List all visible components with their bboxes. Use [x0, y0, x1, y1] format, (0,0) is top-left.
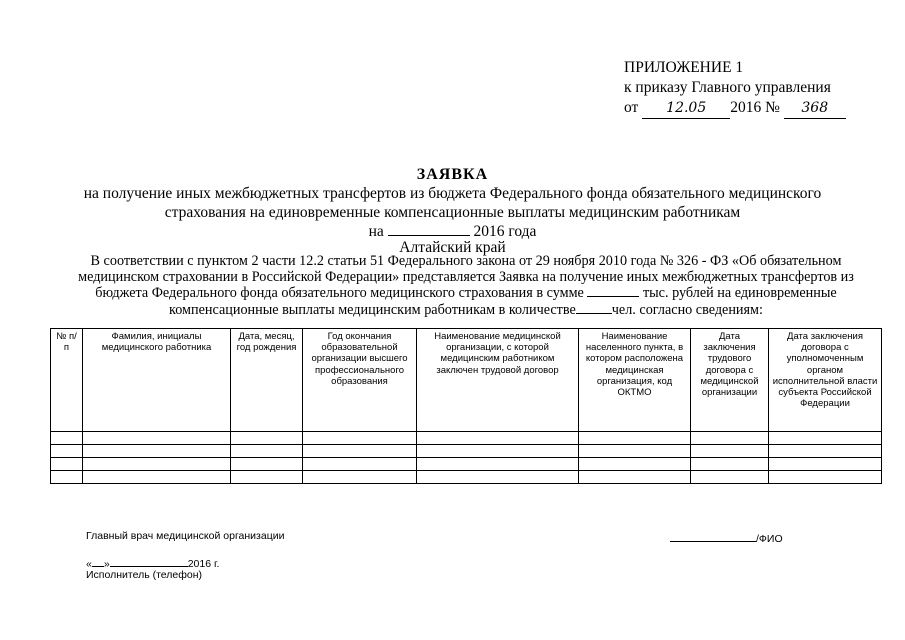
col-header-organization: Наименование медицинской организации, с которой медицинским работником заключен трудовой договор [417, 329, 579, 432]
col-header-locality: Наименование населенного пункта, в котором расположена медицинская организация, код ОКТМО [579, 329, 691, 432]
day-blank-field [92, 555, 104, 567]
appendix-date-prefix: от [624, 99, 639, 116]
paragraph-part-2: тыс. рублей на единовременные компенсационные выплаты медицинским работникам в количестве [169, 285, 837, 318]
sum-blank-field [587, 285, 639, 297]
col-header-graduation-year: Год окончания образовательной организации высшего профессионального образования [303, 329, 417, 432]
table-row [51, 471, 882, 484]
paragraph-part-3: чел. согласно сведениям: [611, 301, 763, 318]
request-paragraph [60, 254, 872, 318]
month-blank-field [110, 555, 188, 567]
date-quote-open: « [86, 558, 92, 570]
date-line [86, 555, 219, 570]
header-line-1: на получение иных межбюджетных трансфертов из бюджета Федерального фонда обязательного медицинского [83, 185, 822, 202]
appendix-order-line: к приказу Главного управления [624, 79, 831, 96]
chief-doctor-label: Главный врач медицинской организации [86, 530, 285, 542]
col-header-birthdate: Дата, месяц, год рождения [231, 329, 303, 432]
year-suffix: 2016 года [473, 223, 537, 240]
appendix-title: ПРИЛОЖЕНИЕ 1 [624, 59, 744, 76]
signature-line [670, 530, 783, 545]
region-name: Алтайский край [399, 239, 506, 256]
table-header-row [51, 329, 882, 432]
table-row [51, 458, 882, 471]
table-row [51, 432, 882, 445]
signature-blank-field [670, 530, 756, 542]
appendix-year-number: 2016 № [730, 99, 780, 116]
date-quote-close: » [103, 558, 110, 570]
workers-table [50, 328, 882, 484]
header-line-2: страхования на единовременные компенсационные выплаты медицинским работникам [164, 204, 741, 221]
year-prefix: на [368, 223, 384, 240]
appendix-date-line [624, 98, 846, 119]
year-blank-field [388, 224, 470, 236]
col-header-name: Фамилия, инициалы медицинского работника [83, 329, 231, 432]
fio-label: /ФИО [756, 533, 783, 545]
appendix-block [624, 58, 846, 119]
col-header-number: № п/п [51, 329, 83, 432]
count-blank-field [576, 302, 612, 314]
executor-label: Исполнитель (телефон) [86, 569, 202, 581]
handwritten-order-number: 368 [784, 98, 846, 119]
handwritten-date: 12.05 [642, 98, 730, 119]
col-header-contract-date: Дата заключения трудового договора с медицинской организации [691, 329, 769, 432]
table-row [51, 445, 882, 458]
paragraph-part-1: В соответствии с пунктом 2 части 12.2 статьи 51 Федерального закона от 29 ноября 2010 года № 326 - ФЗ «Об обязательном медицинском страховании в Российской Федерации» представляется Заявка на получение иных межбюджетных трансфертов из бюджета Федерального фонда обязательного медицинского страхования в сумме [78, 253, 854, 301]
document-title: ЗАЯВКА [416, 166, 489, 183]
col-header-authority-contract-date: Дата заключения договора с уполномоченным органом исполнительной власти субъекта Российской Федерации [769, 329, 882, 432]
date-year: 2016 г. [187, 558, 220, 570]
